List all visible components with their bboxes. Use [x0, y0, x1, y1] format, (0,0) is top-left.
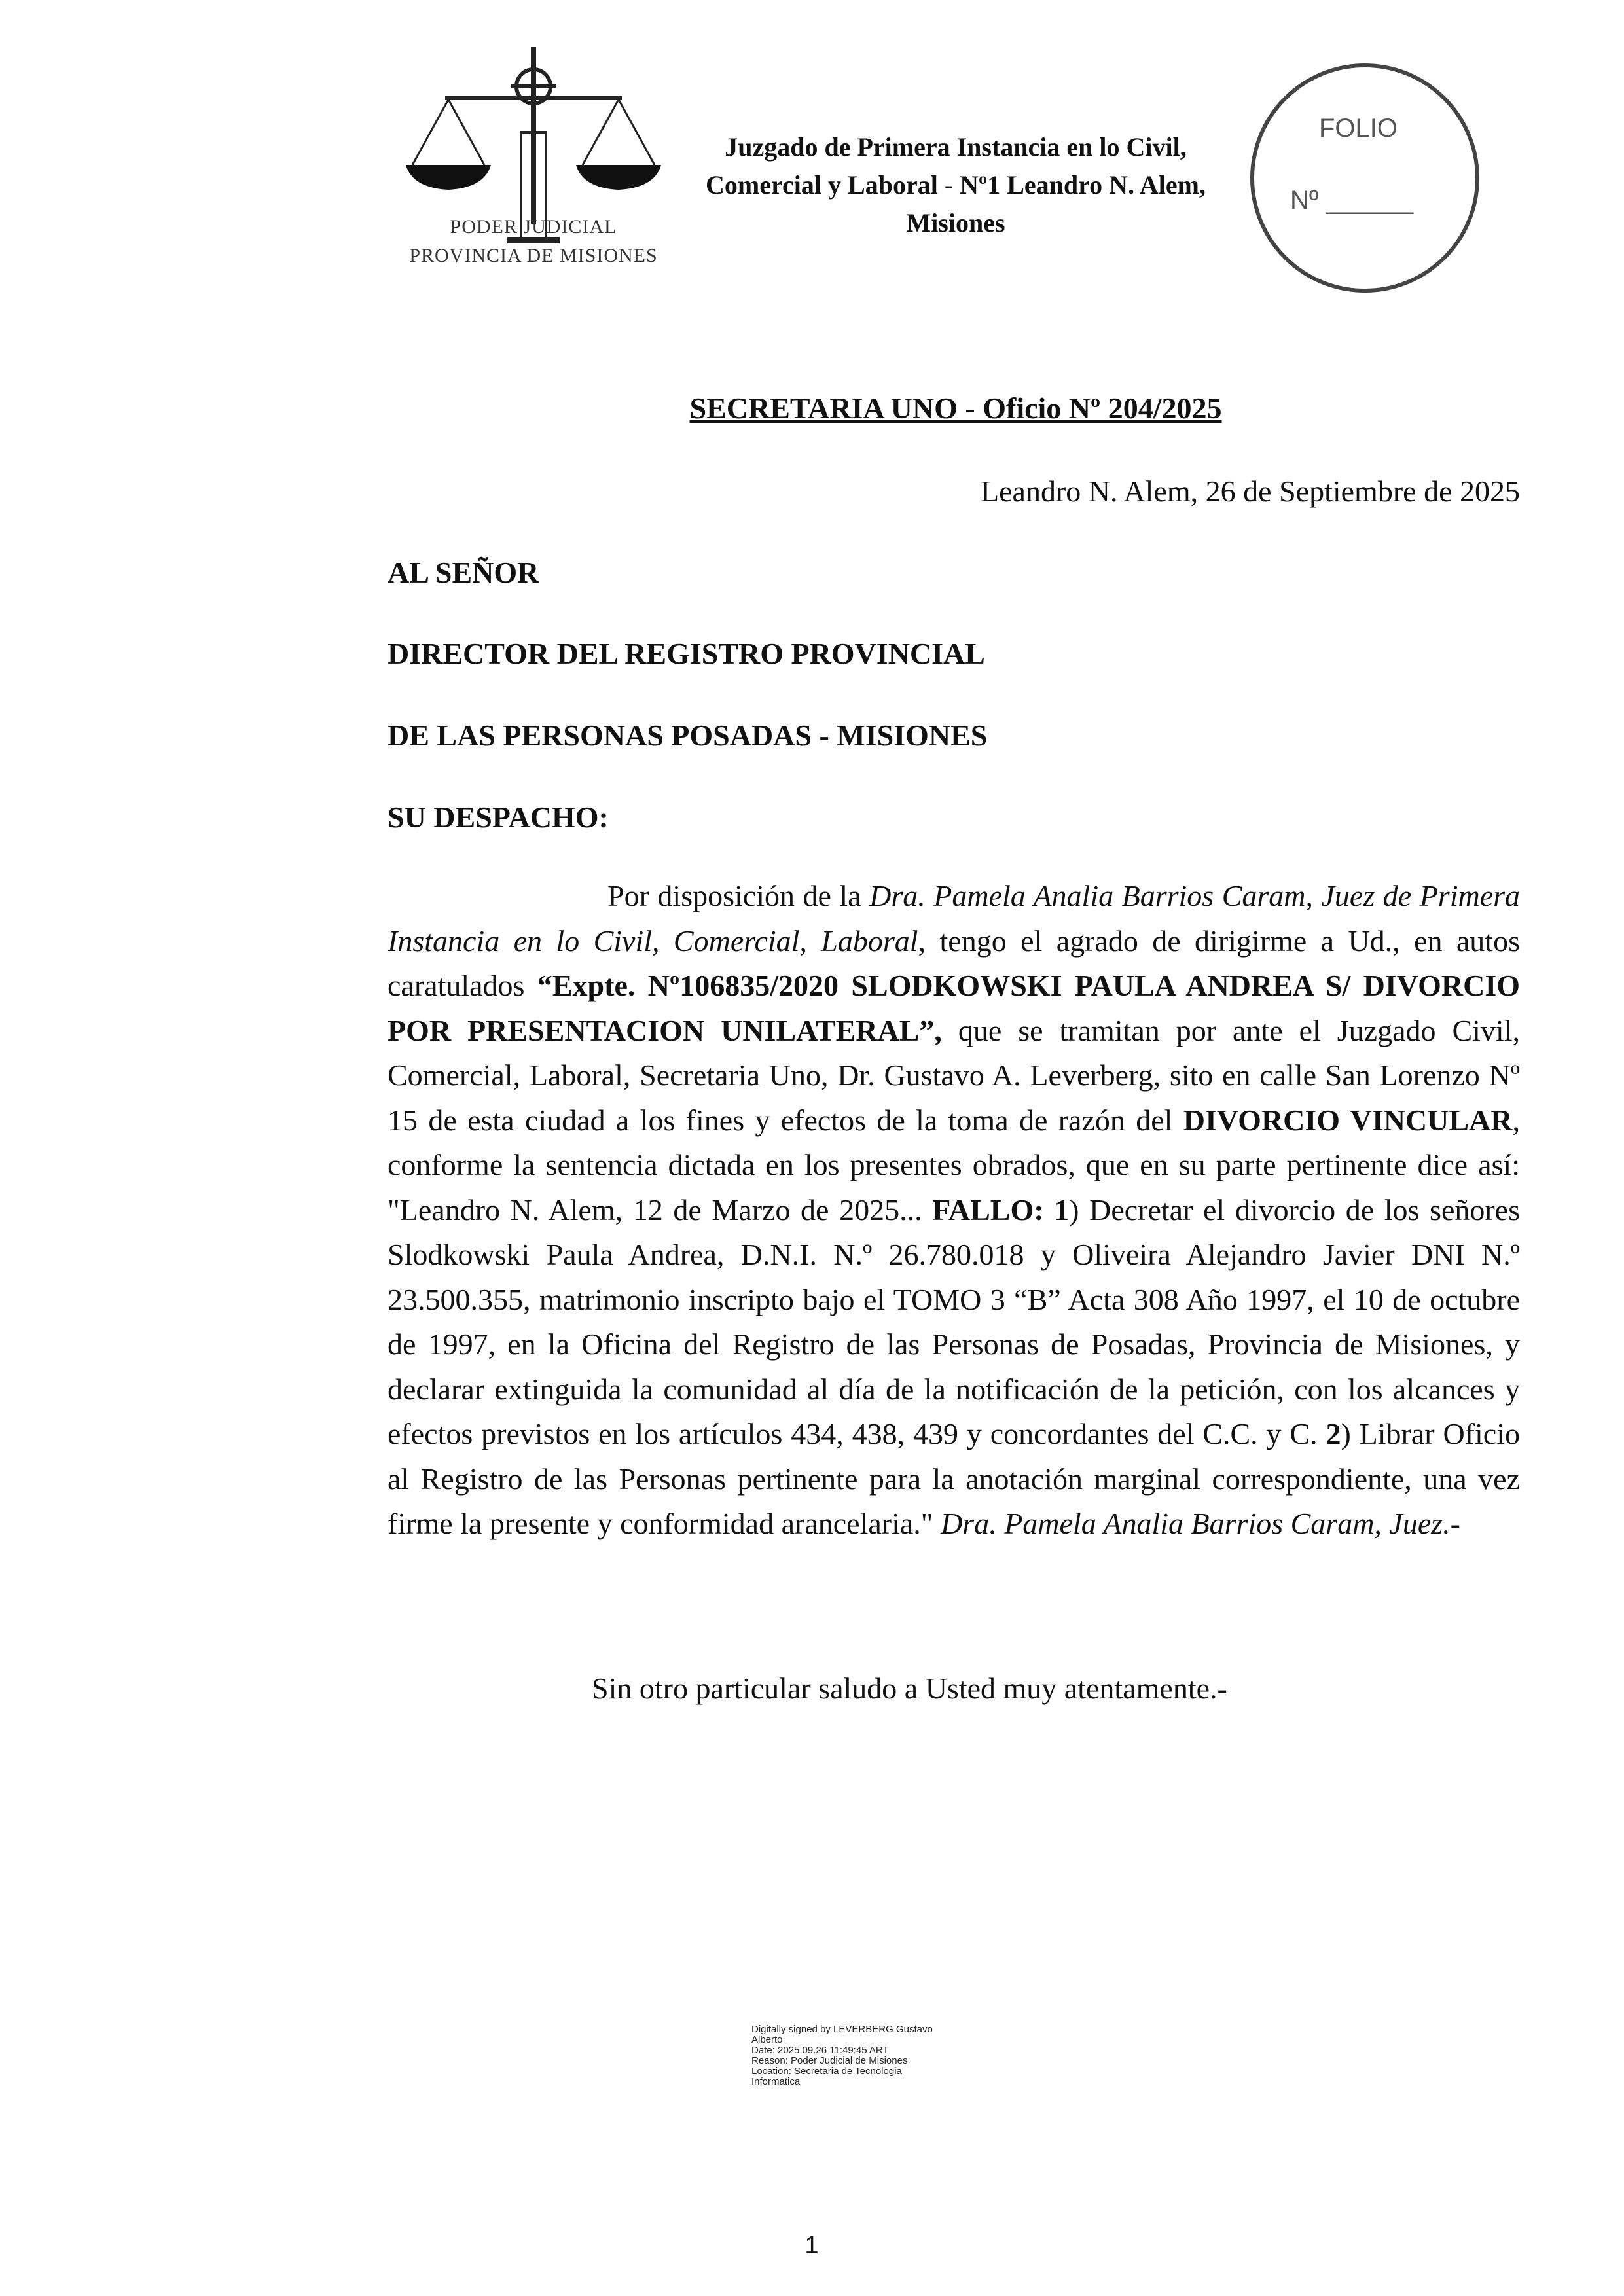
body-fallo: FALLO: 1	[932, 1193, 1070, 1227]
court-line-3: Misiones	[906, 208, 1005, 238]
court-line-1: Juzgado de Primera Instancia en lo Civil,	[725, 132, 1187, 162]
folio-stamp	[1247, 60, 1483, 296]
signature-line-2: Alberto	[751, 2034, 783, 2045]
signature-line-1: Digitally signed by LEVERBERG Gustavo	[751, 2024, 933, 2035]
oficio-title: SECRETARIA UNO - Oficio Nº 204/2025	[689, 391, 1222, 425]
body-p5: ) Librar Oficio al Registro de las Personas pertinente para la anotación marginal correspondiente, una vez firme la presente y conformidad arancelaria."	[388, 1417, 1520, 1540]
body-paragraph	[388, 874, 1520, 1547]
signature-line-5: Location: Secretaria de Tecnologia	[751, 2066, 902, 2077]
body-p2: que se tramitan por ante el Juzgado Civil, Comercial, Laboral, Secretaria Uno, Dr. Gustavo A. Leverberg, sito en calle San Lorenzo Nº 15 de esta ciudad a los fines y efectos de la toma de razón del	[388, 1013, 1520, 1137]
body-expte: “Expte. Nº106835/2020 SLODKOWSKI PAULA ANDREA S/ DIVORCIO POR PRESENTACION UNILATERAL”,	[388, 969, 1521, 1047]
court-header	[681, 128, 1231, 242]
address-line-4: SU DESPACHO:	[388, 800, 609, 834]
digital-signature	[751, 2024, 987, 2087]
body-p3: , conforme la sentencia dictada en los presentes obrados, que en su parte pertinente dice así: "Leandro N. Alem, 12 de Marzo de 2025...	[388, 1103, 1520, 1227]
body-sign-italic: Dra. Pamela Analia Barrios Caram, Juez.-	[941, 1507, 1460, 1540]
body-two: 2	[1326, 1417, 1341, 1450]
body-p1: , tengo el agrado de dirigirme a Ud., en autos caratulados	[388, 924, 1520, 1002]
logo-line-1: PODER JUDICIAL	[450, 216, 617, 238]
poder-judicial-logo	[393, 41, 674, 289]
address-line-3: DE LAS PERSONAS POSADAS - MISIONES	[388, 719, 988, 752]
body-divorcio: DIVORCIO VINCULAR	[1183, 1103, 1513, 1137]
signature-line-3: Date: 2025.09.26 11:49:45 ART	[751, 2045, 889, 2056]
body-intro: Por disposición de la	[607, 879, 870, 912]
folio-number-label: Nº ______	[1290, 186, 1414, 215]
folio-label: FOLIO	[1319, 114, 1398, 143]
signature-line-4: Reason: Poder Judicial de Misiones	[751, 2055, 908, 2066]
logo-line-2: PROVINCIA DE MISIONES	[409, 245, 658, 266]
document-date: Leandro N. Alem, 26 de Septiembre de 2025	[981, 475, 1520, 508]
address-line-2: DIRECTOR DEL REGISTRO PROVINCIAL	[388, 637, 985, 670]
signature-line-6: Informatica	[751, 2076, 801, 2087]
body-p4: ) Decretar el divorcio de los señores Slodkowski Paula Andrea, D.N.I. N.º 26.780.018 y Oliveira Alejandro Javier DNI N.º 23.500.355, matrimonio inscripto bajo el TOMO 3 “B” Acta 308 Año 1997, el 10 de octubre de 1997, en la Oficina del Registro de las Personas de Posadas, Provincia de Misiones, y declarar extinguida la comunidad al día de la notificación de la petición, con los alcances y efectos previstos en los artículos 434, 438, 439 y concordantes del C.C. y C.	[388, 1193, 1521, 1450]
page-number: 1	[804, 2232, 819, 2259]
address-line-1: AL SEÑOR	[388, 556, 539, 589]
body-judge: Dra. Pamela Analia Barrios Caram, Juez de Primera Instancia en lo Civil, Comercial, Laboral	[388, 879, 1521, 958]
court-line-2: Comercial y Laboral - Nº1 Leandro N. Alem,	[706, 170, 1206, 200]
closing-line: Sin otro particular saludo a Usted muy atentamente.-	[592, 1672, 1227, 1705]
